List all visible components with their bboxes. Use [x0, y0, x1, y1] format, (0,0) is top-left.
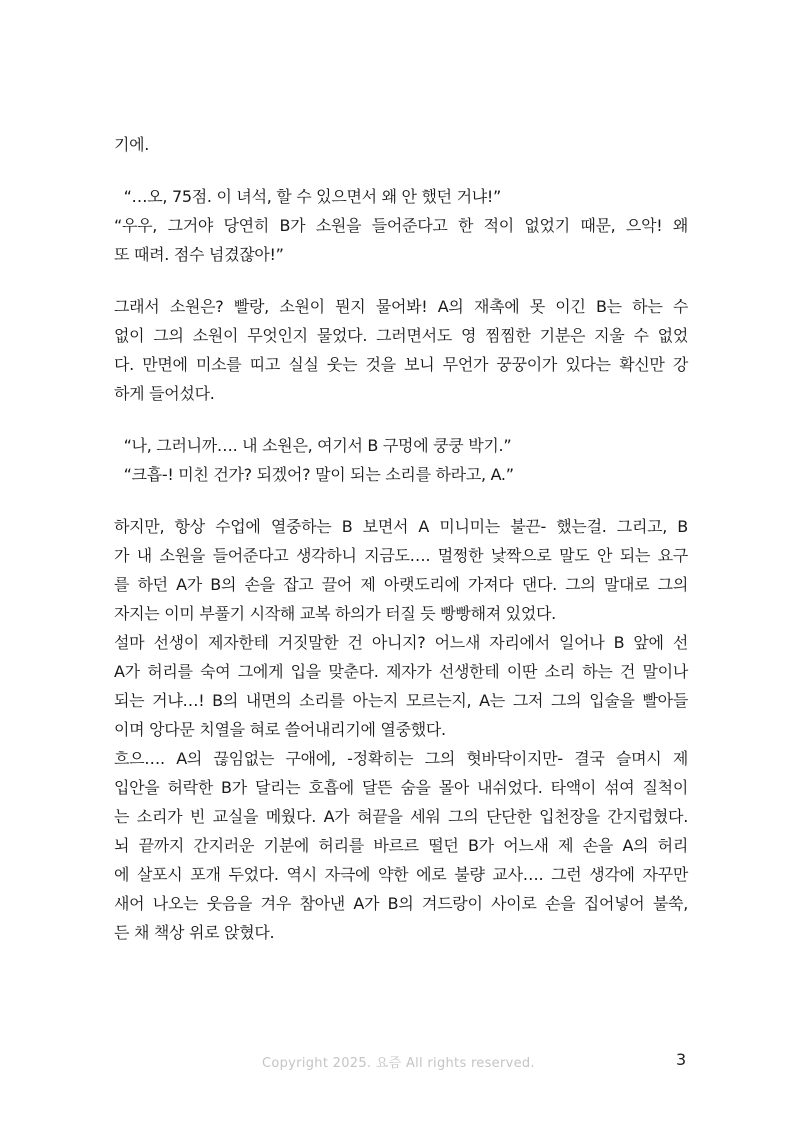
text-line: 자지는 이미 부풀기 시작해 교복 하의가 터질 듯 빵빵해져 있었다.: [114, 604, 556, 623]
text-line: 또 때려. 점수 넘겼잖아!”: [114, 245, 284, 264]
text-line: 설마 선생이 제자한테 거짓말한 건 아니지? 어느새 자리에서 일어나 B 앞에 선: [114, 633, 688, 652]
text-line: 뇌 끝까지 간지러운 기분에 허리를 바르르 떨던 B가 어느새 제 손을 A의 허리: [114, 836, 688, 855]
text-line: 하게 들어섰다.: [114, 384, 215, 403]
text-line: 든 채 책상 위로 앉혔다.: [114, 923, 275, 942]
text-line: 입안을 허락한 B가 달리는 호흡에 달뜬 숨을 몰아 내쉬었다. 타액이 섞여 질척이: [114, 778, 688, 797]
text-line: 기에.: [114, 135, 150, 154]
paragraph-gap: [114, 269, 688, 292]
page-number: 3: [676, 1050, 687, 1069]
text-line: 하지만, 항상 수업에 열중하는 B 보면서 A 미니미는 불끈- 했는걸. 그리고, B: [114, 517, 688, 536]
text-line: “…오, 75점. 이 녀석, 할 수 있으면서 왜 안 했던 거냐!”: [114, 187, 501, 206]
paragraph-gap: [114, 159, 688, 182]
text-line: 이며 앙다문 치열을 혀로 쓸어내리기에 열중했다.: [114, 720, 446, 739]
text-line: 다. 만면에 미소를 띠고 실실 웃는 것을 보니 무언가 꿍꿍이가 있다는 확신만 강: [114, 355, 688, 374]
text-line: 그래서 소원은? 빨랑, 소원이 뭔지 물어봐! A의 재촉에 못 이긴 B는 하는 수: [114, 297, 688, 316]
text-line: “나, 그러니까…. 내 소원은, 여기서 B 구멍에 쿵쿵 박기.”: [114, 436, 512, 455]
text-line: A가 허리를 숙여 그에게 입을 맞춘다. 제자가 선생한테 이딴 소리 하는 건 말이나: [114, 662, 688, 681]
text-line: 없이 그의 소원이 무엇인지 물었다. 그러면서도 영 찜찜한 기분은 지울 수 없었: [114, 326, 688, 345]
text-line: 새어 나오는 웃음을 겨우 참아낸 A가 B의 겨드랑이 사이로 손을 집어넣어 불쑥,: [114, 894, 688, 913]
text-line: 되는 거냐…! B의 내면의 소리를 아는지 모르는지, A는 그저 그의 입술을 빨아들: [114, 691, 688, 710]
text-line: 흐으…. A의 끊임없는 구애에, -정확히는 그의 혓바닥이지만- 결국 슬며시 제: [114, 749, 688, 768]
paragraph-gap: [114, 408, 688, 431]
document-body: [114, 130, 688, 947]
text-line: “크흡-! 미친 건가? 되겠어? 말이 되는 소리를 하라고, A.”: [114, 465, 514, 484]
text-line: “우우, 그거야 당연히 B가 소원을 들어준다고 한 적이 없었기 때문, 으악! 왜: [114, 216, 688, 235]
text-line: 를 하던 A가 B의 손을 잡고 끌어 제 아랫도리에 가져다 댄다. 그의 말대로 그의: [114, 575, 688, 594]
copyright-notice: Copyright 2025. 요즘 All rights reserved.: [262, 1056, 535, 1071]
page-footer: [0, 1050, 800, 1074]
text-line: 에 살포시 포개 두었다. 역시 자극에 약한 에로 불량 교사…. 그런 생각에 자꾸만: [114, 865, 688, 884]
text-line: 가 내 소원을 들어준다고 생각하니 지금도…. 멀쩡한 낯짝으로 말도 안 되는 요구: [114, 546, 688, 565]
text-line: 는 소리가 빈 교실을 메웠다. A가 혀끝을 세워 그의 단단한 입천장을 간지럽혔다.: [114, 807, 688, 826]
paragraph-gap: [114, 489, 688, 512]
